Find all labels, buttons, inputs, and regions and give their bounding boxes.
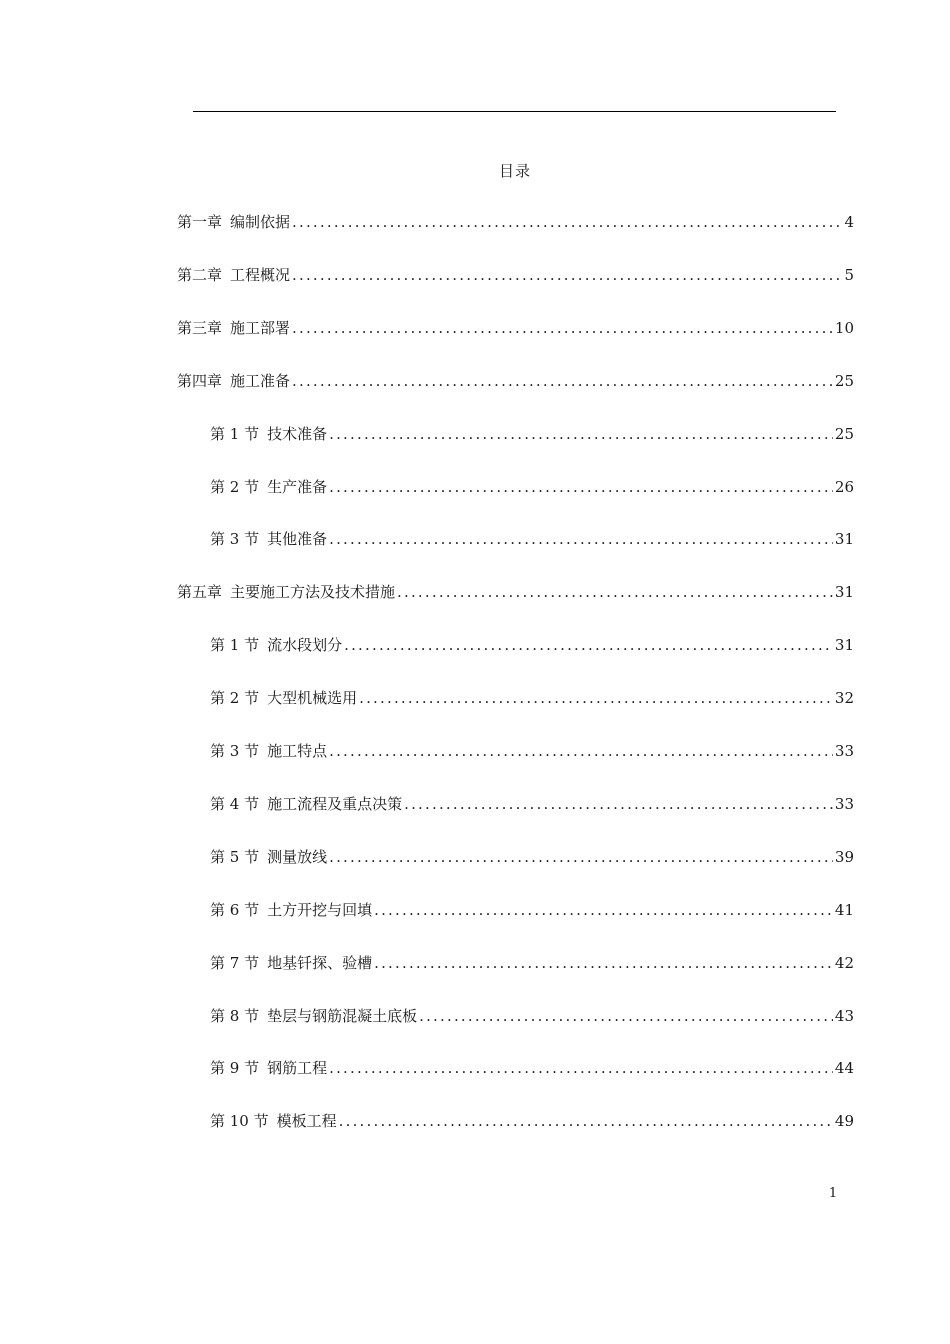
toc-entry-number: 第三章	[177, 318, 223, 337]
toc-dot-leader	[404, 794, 833, 814]
toc-entry-number: 第 9 节	[210, 1059, 260, 1078]
toc-dot-leader	[329, 1058, 833, 1078]
toc-entry-title: 施工部署	[230, 318, 291, 337]
toc-entry[interactable]	[210, 794, 854, 814]
toc-entry-page: 31	[834, 583, 854, 602]
toc-entry-page: 5	[844, 265, 854, 284]
toc-dot-leader	[329, 847, 833, 867]
toc-entry-page: 4	[844, 213, 854, 231]
toc-entry[interactable]	[177, 265, 854, 285]
toc-entry-title: 技术准备	[267, 424, 328, 443]
toc-entry[interactable]	[210, 635, 854, 655]
toc-dot-leader	[292, 265, 842, 285]
toc-entry-title: 施工流程及重点决策	[267, 794, 403, 813]
toc-entry-title: 工程概况	[230, 265, 291, 284]
toc-dot-leader	[397, 582, 833, 602]
page-number: 1	[828, 1186, 838, 1201]
toc-dot-leader	[374, 953, 833, 973]
toc-entry-page: 33	[834, 794, 854, 813]
toc-entry-number: 第 7 节	[210, 953, 260, 972]
toc-dot-leader	[344, 635, 833, 655]
toc-entry-page: 33	[834, 742, 854, 760]
toc-entry-title: 施工准备	[230, 371, 291, 390]
toc-entry-title: 施工特点	[267, 742, 328, 760]
toc-entry-number: 第 8 节	[210, 1006, 260, 1025]
toc-entry-title: 模板工程	[276, 1112, 337, 1131]
toc-entry-page: 26	[834, 477, 854, 496]
toc-entry-page: 25	[834, 371, 854, 390]
toc-entry-number: 第 6 节	[210, 900, 260, 919]
toc-entry[interactable]	[210, 529, 854, 549]
toc-entry[interactable]	[177, 582, 854, 602]
toc-dot-leader	[292, 212, 842, 232]
toc-entry-number: 第一章	[177, 213, 223, 231]
toc-dot-leader	[329, 529, 833, 549]
toc-entry-page: 32	[834, 689, 854, 708]
toc-dot-leader	[359, 688, 833, 708]
toc-entry-title: 生产准备	[267, 477, 328, 496]
toc-dot-leader	[339, 1111, 833, 1131]
toc-dot-leader	[329, 741, 833, 761]
toc-entry-title: 编制依据	[230, 213, 291, 231]
toc-entry-number: 第 3 节	[210, 742, 260, 760]
toc-dot-leader	[419, 1006, 833, 1026]
toc-entry-number: 第 5 节	[210, 847, 260, 866]
toc-entry[interactable]	[210, 900, 854, 920]
toc-entry[interactable]	[210, 741, 854, 761]
toc-entry-number: 第 3 节	[210, 530, 260, 549]
toc-entry-page: 31	[834, 636, 854, 655]
toc-entry-number: 第 1 节	[210, 424, 260, 443]
toc-entry-page: 25	[834, 424, 854, 443]
toc-title: 目录	[498, 162, 531, 180]
toc-dot-leader	[292, 371, 833, 391]
toc-entry-number: 第五章	[177, 583, 223, 602]
toc-entry[interactable]	[210, 424, 854, 444]
toc-entry-page: 49	[834, 1112, 854, 1131]
toc-entry[interactable]	[210, 1058, 854, 1078]
toc-entry-number: 第 2 节	[210, 477, 260, 496]
toc-entry-number: 第四章	[177, 371, 223, 390]
toc-entry-page: 42	[834, 953, 854, 972]
toc-entry[interactable]	[210, 1111, 854, 1131]
toc-entry[interactable]	[210, 1006, 854, 1026]
toc-entry-page: 43	[834, 1006, 854, 1025]
toc-entry-number: 第 1 节	[210, 636, 260, 655]
toc-entry-number: 第 4 节	[210, 794, 260, 813]
toc-entry-title: 垫层与钢筋混凝土底板	[267, 1006, 418, 1025]
toc-entry-number: 第 2 节	[210, 689, 260, 708]
toc-entry-page: 31	[834, 530, 854, 549]
toc-entry-page: 41	[834, 900, 854, 919]
toc-entry-title: 测量放线	[267, 847, 328, 866]
toc-entry[interactable]	[177, 371, 854, 391]
toc-dot-leader	[374, 900, 833, 920]
toc-entry[interactable]	[210, 847, 854, 867]
toc-entry-number: 第二章	[177, 265, 223, 284]
toc-dot-leader	[329, 477, 833, 497]
toc-entry[interactable]	[210, 477, 854, 497]
toc-entry-title: 大型机械选用	[267, 689, 358, 708]
toc-entry-number: 第 10 节	[210, 1112, 269, 1131]
toc-dot-leader	[292, 318, 833, 338]
toc-entry[interactable]	[177, 318, 854, 338]
toc-entry-title: 地基钎探、验槽	[267, 953, 373, 972]
toc-entry[interactable]	[210, 953, 854, 973]
toc-entry[interactable]	[177, 212, 854, 232]
toc-entry-title: 钢筋工程	[267, 1059, 328, 1078]
toc-entry-title: 其他准备	[267, 530, 328, 549]
toc-entry-page: 39	[834, 847, 854, 866]
toc-entry-title: 主要施工方法及技术措施	[230, 583, 396, 602]
toc-entry-page: 10	[834, 318, 854, 337]
toc-entry-title: 土方开挖与回填	[267, 900, 373, 919]
toc-entry-page: 44	[834, 1059, 854, 1078]
toc-dot-leader	[329, 424, 833, 444]
toc-entry[interactable]	[210, 688, 854, 708]
toc-entry-title: 流水段划分	[267, 636, 343, 655]
